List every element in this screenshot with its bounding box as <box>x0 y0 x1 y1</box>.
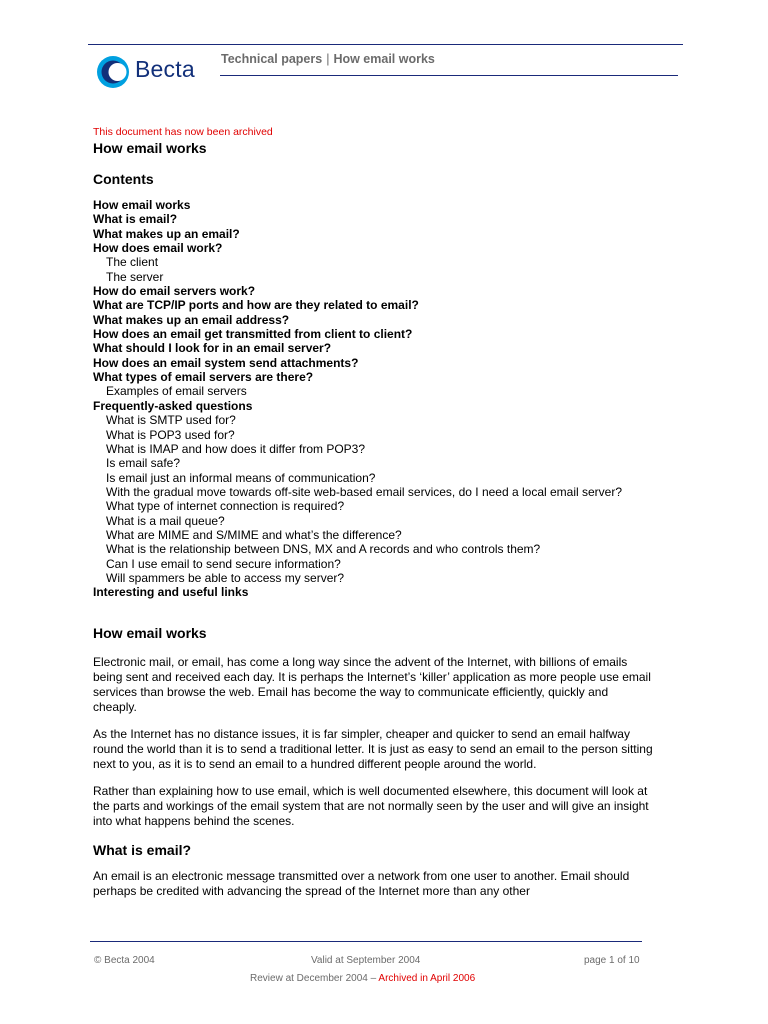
toc-link[interactable]: What is a mail queue? <box>106 513 225 528</box>
toc-link[interactable]: What makes up an email? <box>93 226 240 241</box>
paragraph: An email is an electronic message transmitted over a network from one user to another. Email should perhaps be credited with advancing the spread of the Internet more than any other <box>93 868 630 898</box>
toc-link[interactable]: What type of internet connection is required? <box>106 499 345 514</box>
footer-valid-date: Valid at September 2004 <box>311 955 421 966</box>
toc-link[interactable]: Interesting and useful links <box>93 585 249 600</box>
document-body <box>93 125 653 899</box>
toc-link[interactable]: What is IMAP and how does it differ from POP3? <box>106 441 366 456</box>
logo-text: Becta <box>135 56 195 82</box>
table-of-contents <box>93 198 653 600</box>
toc-link[interactable]: The server <box>106 269 164 284</box>
toc-link[interactable]: How do email servers work? <box>93 284 256 299</box>
toc-link[interactable]: What is the relationship between DNS, MX and A records and who controls them? <box>106 542 541 557</box>
section-heading-what-is-email: What is email? <box>93 841 192 858</box>
contents-heading: Contents <box>93 171 154 187</box>
footer-page-number: page 1 of 10 <box>584 955 640 966</box>
section-heading-how-email-works: How email works <box>93 624 207 641</box>
toc-link[interactable]: What is POP3 used for? <box>106 427 235 442</box>
toc-link[interactable]: How email works <box>93 198 191 212</box>
header-title <box>221 52 435 66</box>
toc-link[interactable]: How does email work? <box>93 241 223 256</box>
toc-link[interactable]: What is email? <box>93 212 178 227</box>
footer-review-text: Review at December 2004 – <box>250 973 377 984</box>
top-rule <box>88 44 683 45</box>
toc-link[interactable]: What should I look for in an email server? <box>93 341 332 356</box>
toc-link[interactable]: Can I use email to send secure information? <box>106 556 341 571</box>
header-page-title: How email works <box>333 52 435 66</box>
toc-link[interactable]: With the gradual move towards off-site web-based email services, do I need a local email server? <box>106 484 623 499</box>
toc-link[interactable]: Frequently-asked questions <box>93 398 253 413</box>
toc-link[interactable]: Will spammers be able to access my server? <box>106 570 345 585</box>
footer-rule <box>90 941 642 942</box>
toc-link[interactable]: Is email safe? <box>106 456 181 471</box>
footer-archived-text: Archived in April 2006 <box>378 973 476 984</box>
paragraph: Rather than explaining how to use email, which is well documented elsewhere, this document will look at the parts and workings of the email system that are not normally seen by the user and will give an insight into what happens behind the scenes. <box>93 784 649 829</box>
toc-link[interactable]: How does an email get transmitted from client to client? <box>93 327 413 342</box>
toc-link[interactable]: What are TCP/IP ports and how are they related to email? <box>93 298 419 313</box>
header-separator: | <box>326 52 330 66</box>
paragraph: As the Internet has no distance issues, it is far simpler, cheaper and quicker to send an email halfway round the world than it is to send a traditional letter. It is just as easy to send an email to the person sitting next to you, as it is to send an email to a hundred different people around the world. <box>93 727 653 772</box>
footer-copyright: © Becta 2004 <box>94 955 155 966</box>
header-section: Technical papers <box>221 52 323 66</box>
toc-link[interactable]: Examples of email servers <box>106 384 247 399</box>
document-title: How email works <box>93 140 207 156</box>
toc-link[interactable]: Is email just an informal means of communication? <box>106 470 376 485</box>
toc-link[interactable]: What is SMTP used for? <box>106 413 236 428</box>
footer-review <box>250 973 475 984</box>
toc-link[interactable]: The client <box>106 255 159 270</box>
archived-note: This document has now been archived <box>93 126 273 138</box>
paragraph: Electronic mail, or email, has come a long way since the advent of the Internet, with billions of emails being sent and received each day. It is perhaps the Internet’s ‘killer’ application as more people use email services than browse the web. Email has become the way to communicate efficiently, quickly and cheaply. <box>93 654 651 714</box>
toc-link[interactable]: What makes up an email address? <box>93 312 290 327</box>
toc-link[interactable]: What are MIME and S/MIME and what’s the difference? <box>106 527 402 542</box>
toc-link[interactable]: How does an email system send attachments? <box>93 355 359 370</box>
toc-link[interactable]: What types of email servers are there? <box>93 370 314 385</box>
header-rule <box>220 75 678 76</box>
